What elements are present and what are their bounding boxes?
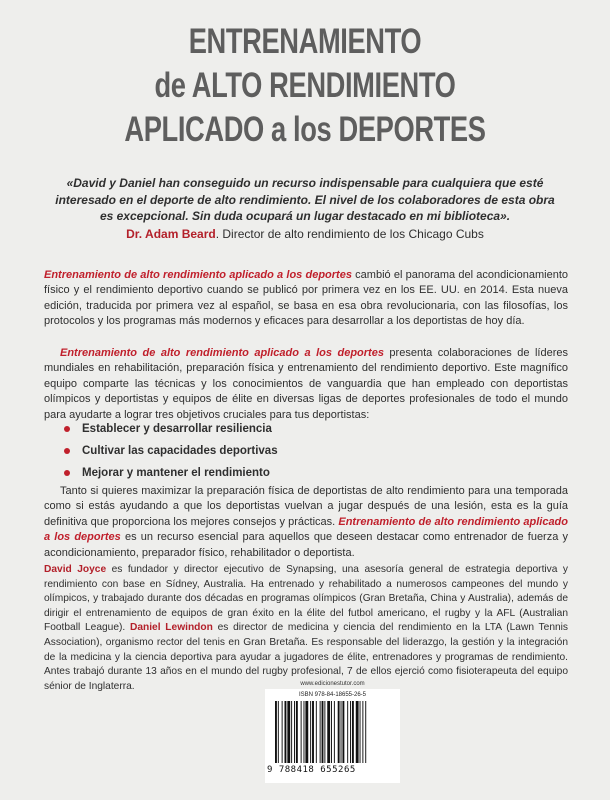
author-name-2: Daniel Lewindon [129,622,213,634]
list-item: Mejorar y mantener el rendimiento [60,462,540,484]
book-title-reference: Entrenamiento de alto rendimiento aplicado a los deportes [44,269,352,281]
publisher-url: www.edicionestutor.com [300,681,365,687]
endorsement-quote: «David y Daniel han conseguido un recurso indispensable para cualquiera que esté interesado en el deporte de alto rendimiento. El nivel de los colaboradores de esta obra es excepcional. Sin duda ocupará un lugar destacado en mi biblioteca». [55,176,555,223]
paragraph-text: Tanto si quieres maximizar la preparación física de deportistas de alto rendimiento para una temporada como si estás ayudando a que los deportistas vuelvan a jugar después de una lesión, esta es la guía definitiva que proporciona los mejores consejos y prácticas. [44,485,568,528]
bio-text: es director de medicina y ciencia del rendimiento en la LTA (Lawn Tennis Association), organismo rector del tenis en Gran Bretaña. Es responsable del liderazgo, la gestión y la integración de la medicina y la ciencia deportiva para ayudar a jugadores de élite, entrenadores y programas de rendimiento. Antes trabajó durante 13 años en el mundo del rugby profesional, 7 de ellos ejerció como fisioterapeuta del equipo sénior de Inglaterra. [44,622,569,692]
author-name-1: David Joyce [44,564,107,575]
isbn-block [265,680,400,784]
description-paragraph-1 [44,268,568,330]
list-item: Establecer y desarrollar resiliencia [60,418,540,440]
paragraph-text: presenta colaboraciones de líderes mundiales en rehabilitación, preparación física y entrenamiento del rendimiento deportivo. Este magnífico equipo comparte las técnicas y los conocimientos de vanguardia que han empleado con deportistas olímpicos y deportistas y equipos de élite en diversas ligas de deportes profesionales de todo el mundo para ayudarte a lograr tres objetivos cruciales para tus deportistas: [44,347,568,421]
paragraph-text: es un recurso esencial para aquellos que deseen destacar como entrenador de fuerza y acondicionamiento, preparador físico, rehabilitador o deportista. [44,531,568,559]
barcode-panel [265,689,400,783]
book-title [0,20,610,152]
description-paragraph-2 [44,346,568,423]
objectives-list [60,418,540,484]
bio-text: es fundador y director ejecutivo de Synapsing, una asesoría general de estrategia deportiva y rendimiento con base en Sídney, Australia. Ha entrenado y rehabilitado a numerosos campeones del mundo y olímpicos, y trabajado durante dos décadas en programas olímpicos (Gran Bretaña, China y Australia), además de dirigir el entrenamiento de equipos de gran éxito en la élite del futbol americano, el rugby y la AFL (Australian Football League). [44,564,568,634]
paragraph-text: cambió el panorama del acondicionamiento físico y el rendimiento deportivo cuando se publicó por primera vez en los EE. UU. en 2014. Esta nueva edición, traducida por primera vez al español, se basa en esa obra revolucionaria, con las filosofías, los protocolos y los programas más modernos y eficaces para desarrollar a los deportistas de hoy día. [44,269,568,328]
endorser-role: . Director de alto rendimiento de los Chicago Cubs [215,227,484,241]
isbn-number: ISBN 978-84-18655-26-5 [298,692,367,698]
description-paragraph-3 [44,484,568,561]
barcode-icon [275,701,393,763]
title-line-1: ENTRENAMIENTO [188,22,422,61]
book-title-reference: Entrenamiento de alto rendimiento aplicado a los deportes [60,347,384,359]
list-item: Cultivar las capacidades deportivas [60,440,540,462]
endorsement-attribution [0,226,610,242]
endorser-name: Dr. Adam Beard [126,227,216,241]
book-title-reference: Entrenamiento de alto rendimiento aplicado a los deportes [44,515,568,544]
barcode-digits: 9 788418 655265 [267,765,356,775]
title-line-2: de ALTO RENDIMIENTO [154,66,456,105]
title-line-3: APLICADO a los DEPORTES [124,110,486,149]
author-bios [44,563,568,694]
